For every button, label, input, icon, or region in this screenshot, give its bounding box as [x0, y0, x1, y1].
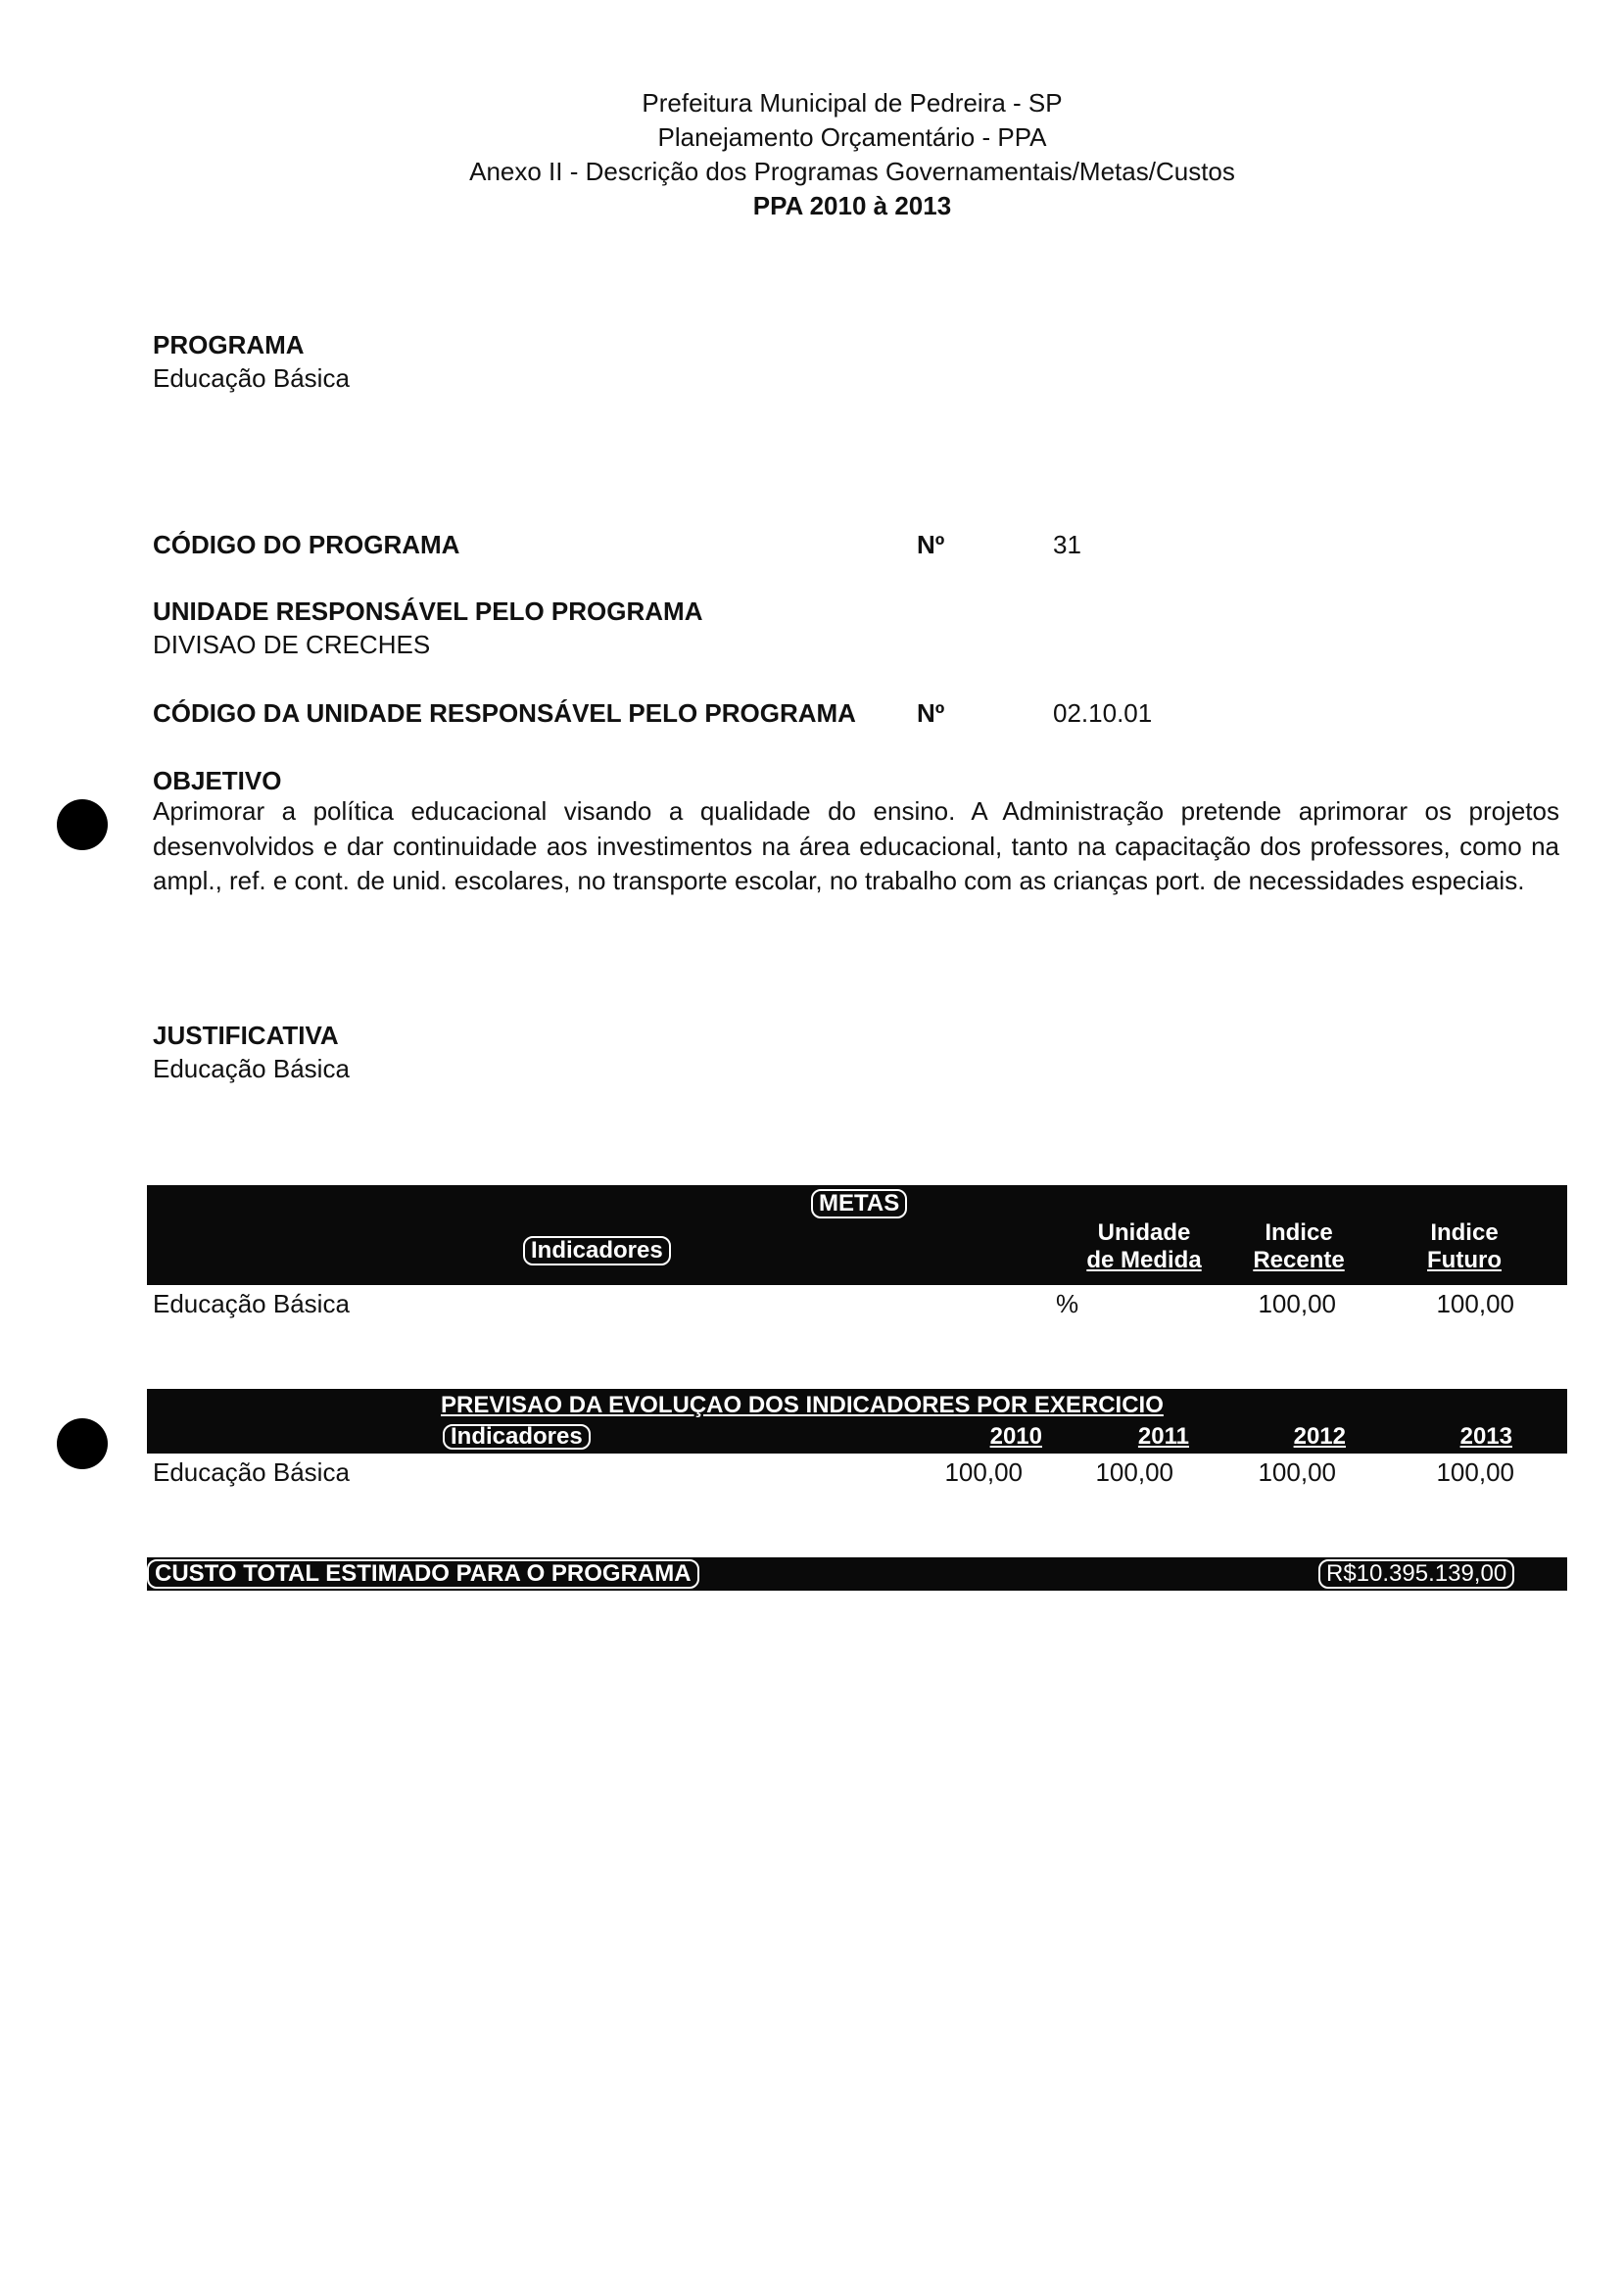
metas-row-recente: 100,00	[1258, 1289, 1336, 1318]
previsao-col-indicadores: Indicadores	[443, 1424, 591, 1450]
metas-col-recente-line1: Indice	[1265, 1219, 1333, 1246]
custo-total-value: R$10.395.139,00	[1318, 1559, 1514, 1589]
unidade-responsavel-label: UNIDADE RESPONSÁVEL PELO PROGRAMA	[153, 596, 703, 626]
previsao-title: PREVISAO DA EVOLUÇAO DOS INDICADORES POR EXERCICIO	[441, 1392, 1164, 1418]
unidade-responsavel-value: DIVISAO DE CRECHES	[153, 630, 431, 659]
objetivo-text: Aprimorar a política educacional visando a qualidade do ensino. A Administração pretende aprimorar os projetos desenvolvidos e dar continuidade aos investimentos na área educacional, tanto na capacitação dos professores, como na ampl., ref. e cont. de unid. escolares, no transporte escolar, no trabalho com as crianças port. de necessidades especiais.	[153, 796, 1559, 895]
punch-hole-top	[57, 799, 108, 850]
codigo-unidade-no-label: Nº	[917, 698, 945, 728]
codigo-programa-label: CÓDIGO DO PROGRAMA	[153, 530, 460, 559]
metas-col-unidade-line1: Unidade	[1097, 1219, 1191, 1246]
objetivo-label: OBJETIVO	[153, 766, 282, 795]
metas-col-futuro-line2: Futuro	[1427, 1247, 1502, 1273]
justificativa-value: Educação Básica	[153, 1054, 350, 1083]
punch-hole-bottom	[57, 1418, 108, 1469]
previsao-row-value-2012: 100,00	[1258, 1457, 1336, 1487]
programa-value: Educação Básica	[153, 363, 350, 393]
previsao-row-value-2013: 100,00	[1436, 1457, 1514, 1487]
previsao-col-year-2012: 2012	[1293, 1423, 1346, 1450]
previsao-row-indicador: Educação Básica	[153, 1457, 350, 1487]
previsao-col-year-2013: 2013	[1459, 1423, 1512, 1450]
previsao-col-year-2011: 2011	[1137, 1423, 1189, 1450]
justificativa-label: JUSTIFICATIVA	[153, 1021, 339, 1050]
metas-col-futuro-line1: Indice	[1430, 1219, 1499, 1246]
header-ppa-period: PPA 2010 à 2013	[752, 191, 952, 220]
header-annex: Anexo II - Descrição dos Programas Governamentais/Metas/Custos	[469, 157, 1235, 186]
metas-header-bar	[147, 1185, 1567, 1285]
metas-row-unidade: %	[1056, 1289, 1079, 1318]
custo-total-label: CUSTO TOTAL ESTIMADO PARA O PROGRAMA	[147, 1559, 699, 1589]
programa-label: PROGRAMA	[153, 330, 305, 359]
header-planning: Planejamento Orçamentário - PPA	[657, 122, 1047, 152]
metas-row-indicador: Educação Básica	[153, 1289, 350, 1318]
codigo-programa-value: 31	[1053, 530, 1081, 559]
metas-col-indicadores: Indicadores	[523, 1236, 671, 1265]
codigo-unidade-label: CÓDIGO DA UNIDADE RESPONSÁVEL PELO PROGRAMA	[153, 698, 856, 728]
codigo-unidade-value: 02.10.01	[1053, 698, 1153, 728]
codigo-programa-no-label: Nº	[917, 530, 945, 559]
previsao-col-year-2010: 2010	[989, 1423, 1042, 1450]
previsao-row-value-2011: 100,00	[1095, 1457, 1173, 1487]
custo-total-bar	[147, 1557, 1567, 1591]
document-header	[0, 86, 1624, 223]
header-municipality: Prefeitura Municipal de Pedreira - SP	[642, 88, 1063, 118]
metas-col-recente-line2: Recente	[1253, 1247, 1345, 1273]
previsao-row-value-2010: 100,00	[944, 1457, 1023, 1487]
metas-title: METAS	[811, 1189, 907, 1218]
metas-row-futuro: 100,00	[1436, 1289, 1514, 1318]
metas-col-unidade-line2: de Medida	[1086, 1247, 1202, 1273]
previsao-header-bar	[147, 1389, 1567, 1454]
